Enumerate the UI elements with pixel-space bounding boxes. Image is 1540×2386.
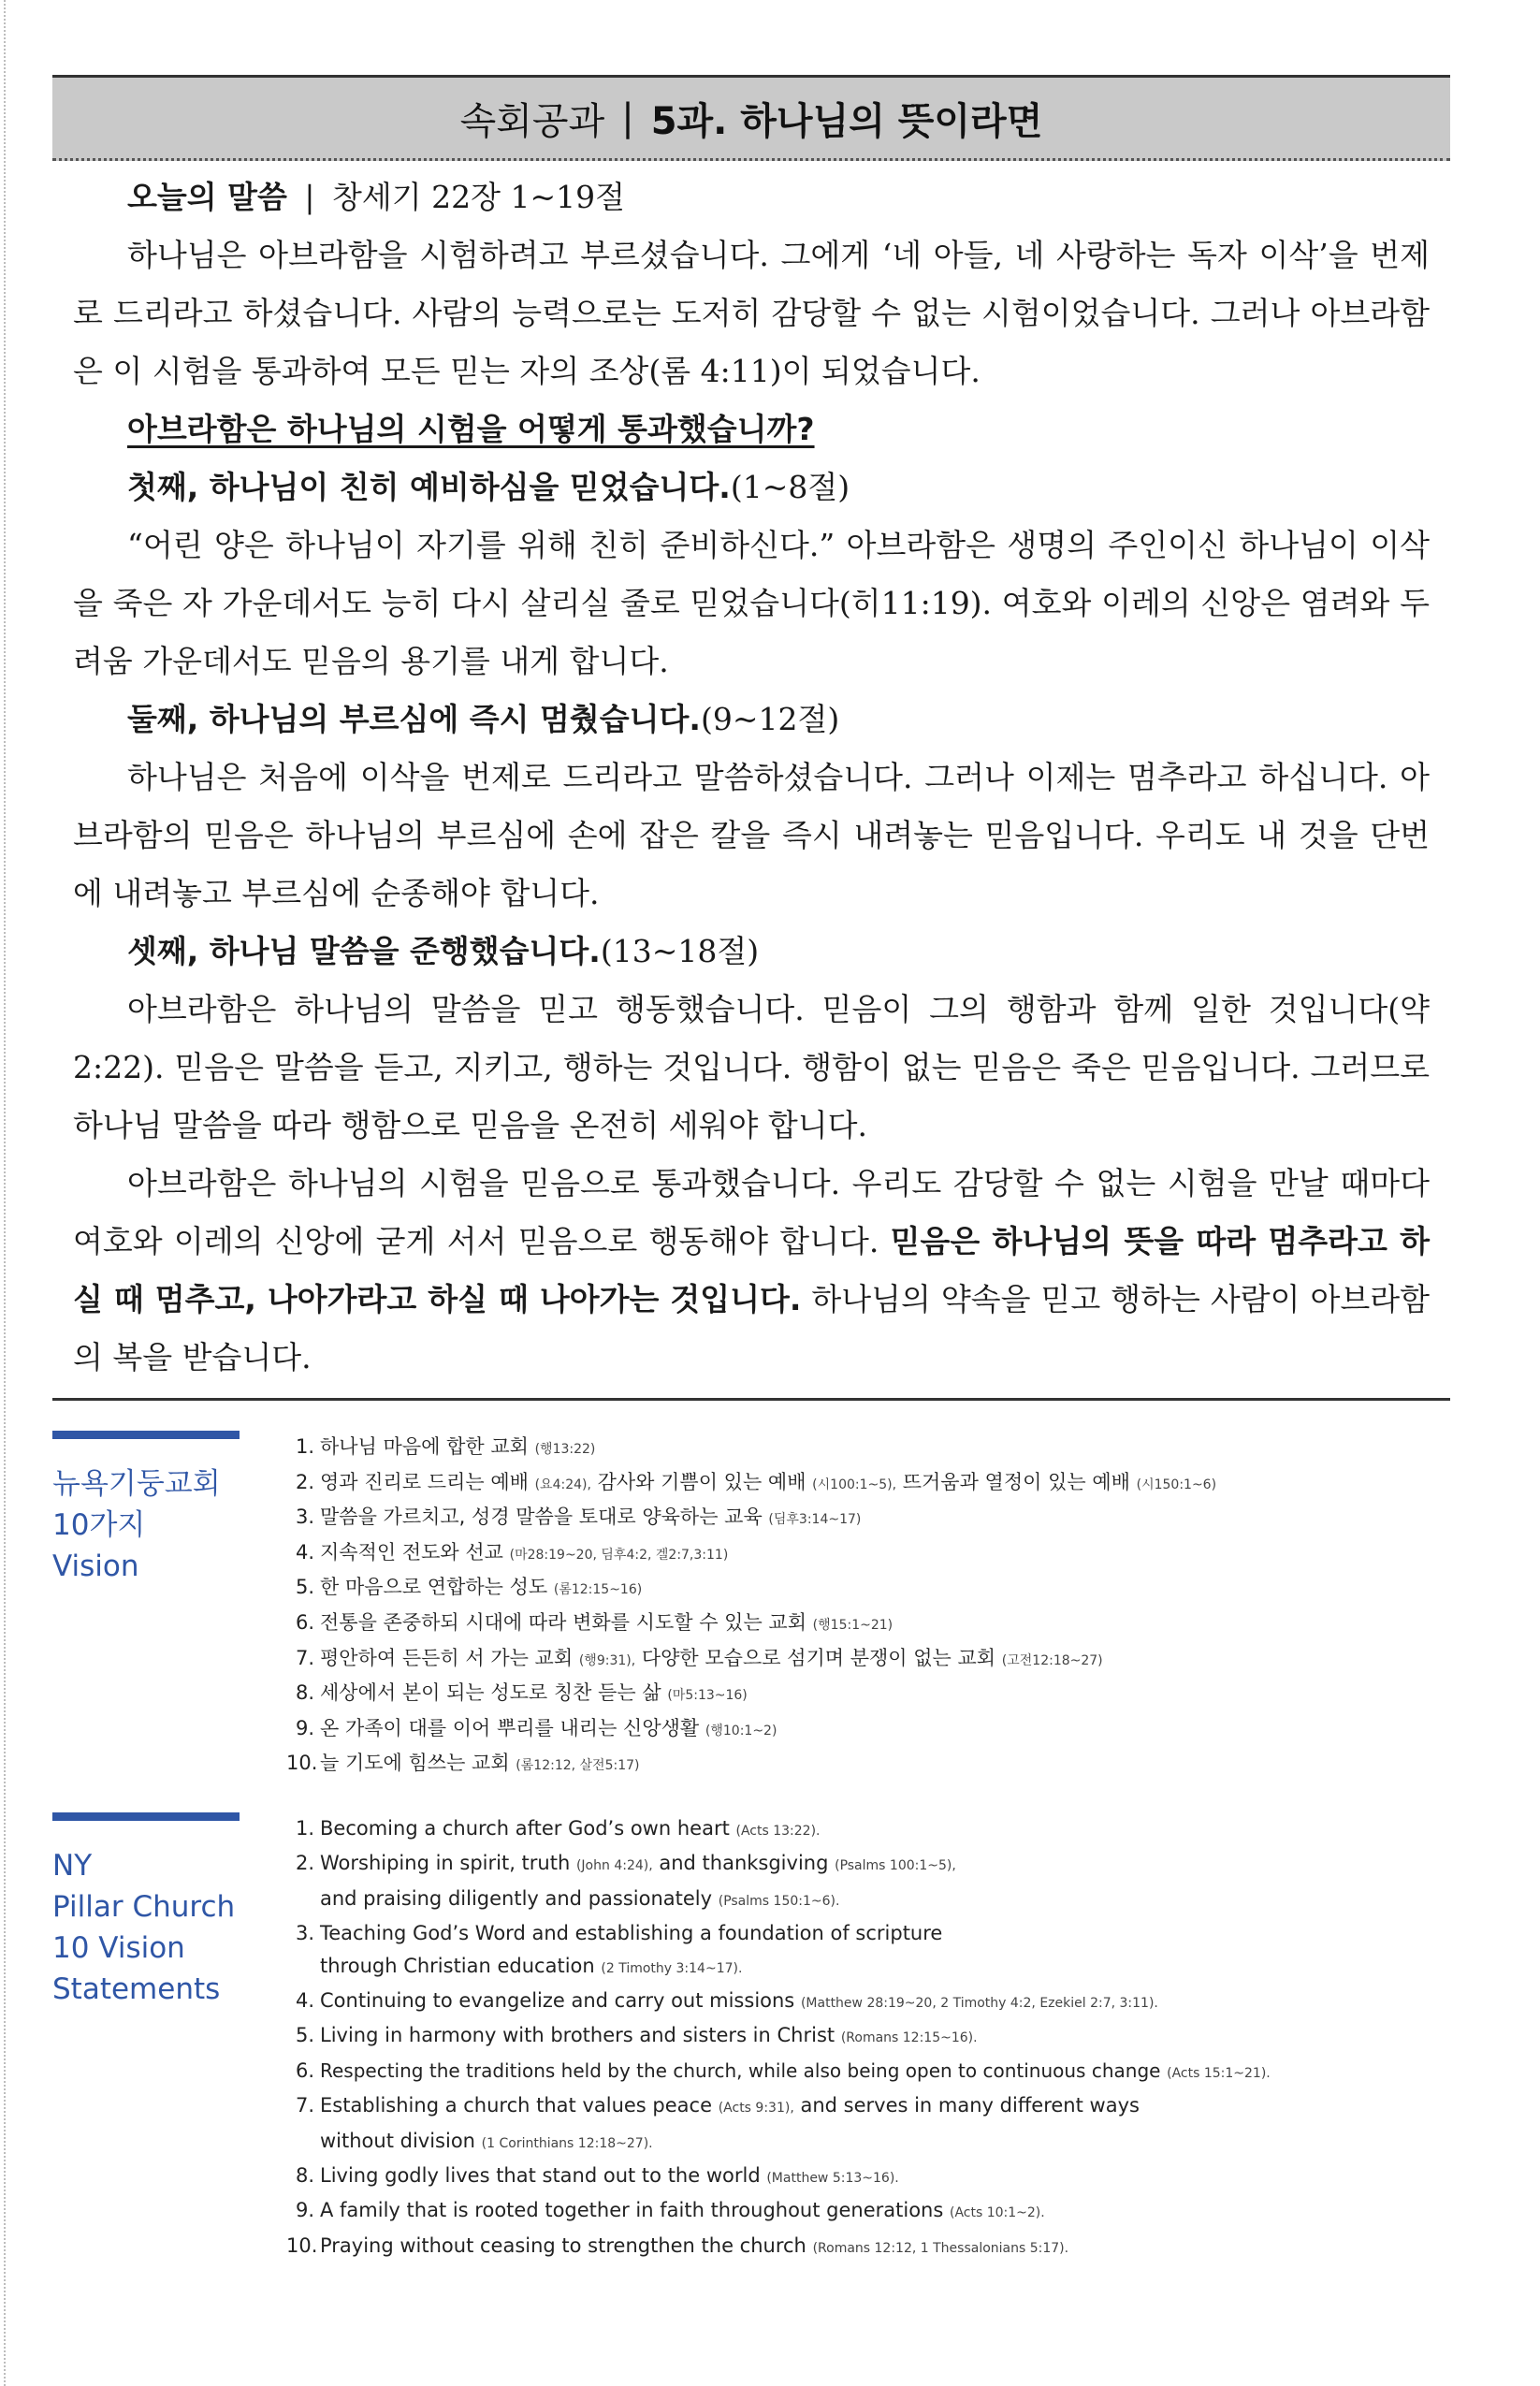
vision-english-title-line: 10 Vision [52,1930,185,1965]
item-text: Establishing a church that values peace [320,2094,713,2117]
question-line [73,400,1430,458]
item-reference: (요4:24), [534,1477,591,1492]
item-text: and thanksgiving [652,1852,835,1875]
point-1-body: “어린 양은 하나님이 자기를 위해 친히 준비하신다.” 아브라함은 생명의 주인이신 하나님이 이삭을 죽은 자 가운데서도 능히 다시 살리실 줄로 믿었습니다(히11:19). 여호와 이레의 신앙은 염려와 두려움 가운데서도 믿음의 용기를 내게 합니다. [73,527,1430,679]
item-text: Teaching God’s Word and establishing a foundation of scripture [320,1922,943,1945]
item-number: 8. [295,1681,314,1705]
list-item [286,2194,1271,2229]
item-number: 6. [295,1610,314,1634]
list-item [286,1466,1216,1502]
today-word-separator: | [304,179,315,215]
item-number: 2. [295,1852,314,1875]
item-continuation [286,1883,1271,1917]
item-number: 1. [295,1816,314,1840]
item-number: 8. [295,2164,314,2187]
item-reference: (시150:1~6) [1136,1477,1217,1492]
point-2-heading: 둘째, 하나님의 부르심에 즉시 멈췄습니다. [127,701,701,737]
vision-korean-accent-bar [52,1431,240,1439]
conclusion-text: 아브라함은 하나님의 시험을 믿음으로 통과했습니다. 우리도 감당할 수 없는 시험을 만날 때마다 여호와 이레의 신앙에 굳게 서서 믿음으로 행동해야 합니다. [73,1165,1430,1259]
point-2-heading-line [73,691,1430,749]
header-series: 속회공과 [459,99,605,143]
item-number: 2. [295,1470,314,1493]
item-reference: (행9:31), [578,1652,636,1668]
item-number: 9. [295,1716,314,1739]
item-number: 7. [295,2094,314,2117]
item-number: 4. [295,1540,314,1564]
item-text: Praying without ceasing to strengthen the church [320,2233,806,2257]
item-reference: (롬12:15~16) [553,1582,643,1598]
item-text: Becoming a church after God’s own heart [320,1816,730,1840]
item-reference: (Acts 13:22). [735,1823,821,1839]
point-3-verses: (13~18절) [600,933,760,969]
list-item [286,2019,1271,2054]
item-reference: (1 Corinthians 12:18~27). [481,2135,653,2151]
vision-korean-title-line: 10가지 [52,1508,146,1542]
item-text: 다양한 모습으로 섬기며 분쟁이 없는 교회 [635,1646,996,1669]
vision-korean-title [52,1463,286,1587]
page-edge-dotted-line [4,0,6,2386]
vision-english-list [286,1812,1271,2264]
vision-english-title-line: Pillar Church [52,1889,236,1924]
lesson-body [52,168,1450,1387]
item-number: 5. [295,1576,314,1599]
item-continuation [286,2125,1271,2160]
item-reference: (시100:1~5), [812,1477,897,1492]
item-text: 늘 기도에 힘쓰는 교회 [320,1752,510,1775]
list-item [286,1501,1216,1536]
point-1-heading: 첫째, 하나님이 친히 예비하심을 믿었습니다. [127,469,731,505]
item-text: and praising diligently and passionately [320,1886,713,1910]
item-reference: (마28:19~20, 딤후4:2, 겔2:7,3:11) [509,1547,729,1563]
item-number: 9. [295,2199,314,2222]
item-reference: (롬12:12, 살전5:17) [516,1758,640,1774]
item-reference: (Psalms 100:1~5), [835,1858,956,1874]
item-text: 평안하여 든든히 서 가는 교회 [320,1646,574,1669]
point-3-heading: 셋째, 하나님 말씀을 준행했습니다. [127,933,601,969]
lesson-header [52,78,1450,161]
item-text: Living in harmony with brothers and sisters in Christ [320,2024,835,2047]
section-divider [52,1398,1450,1401]
item-reference: (John 4:24), [575,1858,653,1874]
lesson-question: 아브라함은 하나님의 시험을 어떻게 통과했습니까? [127,411,815,447]
item-reference: (2 Timothy 3:14~17). [601,1960,743,1976]
item-text: through Christian education [320,1954,595,1977]
item-reference: (Acts 15:1~21). [1167,2065,1271,2081]
vision-english-title-line: Statements [52,1971,221,2006]
item-reference: (행15:1~21) [812,1617,893,1633]
item-text: 온 가족이 대를 이어 뿌리를 내리는 신앙생활 [320,1716,700,1739]
item-reference: (행13:22) [534,1442,596,1457]
item-reference: (Romans 12:15~16). [840,2030,978,2046]
item-text: without division [320,2129,475,2152]
list-item [286,2160,1271,2194]
vision-english-sidebar [52,1812,286,2264]
item-reference: (행10:1~2) [705,1723,777,1739]
list-item [286,2089,1271,2160]
vision-korean-section [52,1431,1450,1782]
item-reference: (Romans 12:12, 1 Thessalonians 5:17). [812,2240,1069,2256]
item-number: 5. [295,2024,314,2047]
item-text: 전통을 존중하되 시대에 따라 변화를 시도할 수 있는 교회 [320,1610,806,1634]
item-number: 6. [295,2059,314,2082]
list-item [286,1985,1271,2019]
list-item [286,1847,1271,1917]
item-text: 영과 진리로 드리는 예배 [320,1470,529,1493]
item-text: 하나님 마음에 합한 교회 [320,1435,529,1458]
conclusion-closing: 하나님의 약속을 믿고 행하는 사람이 아브라함의 복을 받습니다. [73,1281,1430,1375]
list-item [286,1747,1216,1782]
item-text: Worshiping in spirit, truth [320,1852,571,1875]
vision-korean-title-line: Vision [52,1549,139,1583]
item-text: 뜨거움과 열정이 있는 예배 [896,1470,1130,1493]
lesson-title: 5과. 하나님의 뜻이라면 [650,99,1043,143]
item-text: 세상에서 본이 되는 성도로 칭찬 듣는 삶 [320,1681,661,1705]
item-reference: (Psalms 150:1~6). [718,1893,840,1909]
list-item [286,2055,1271,2089]
item-text: Respecting the traditions held by the church, while also being open to continuous change [320,2059,1161,2082]
item-reference: (Matthew 5:13~16). [766,2171,899,2186]
item-text: Continuing to evangelize and carry out missions [320,1988,795,2012]
header-separator: | [621,96,634,139]
vision-english-title-line: NY [52,1848,93,1883]
list-item [286,1917,1271,1985]
list-item [286,1431,1216,1466]
point-3-body: 아브라함은 하나님의 말씀을 믿고 행동했습니다. 믿음이 그의 행함과 함께 일한 것입니다(약2:22). 믿음은 말씀을 듣고, 지키고, 행하는 것입니다. 행함이 없는 믿음은 죽은 믿음입니다. 그러므로 하나님 말씀을 따라 행함으로 믿음을 온전히 세워야 합니다. [73,991,1430,1143]
vision-english-section [52,1812,1450,2264]
vision-korean-list [286,1431,1216,1782]
today-word-line [73,168,1430,226]
vision-korean-sidebar [52,1431,286,1782]
item-number: 1. [295,1435,314,1458]
item-number: 3. [295,1506,314,1529]
list-item [286,1571,1216,1607]
item-number: 10. [286,2233,318,2257]
list-item [286,1642,1216,1678]
item-text: 감사와 기쁨이 있는 예배 [590,1470,806,1493]
item-number: 10. [286,1752,318,1775]
conclusion-emphasis: 믿음은 하나님의 뜻을 따라 멈추라고 하실 때 멈추고, 나아가라고 하실 때 나아가는 것입니다. [73,1223,1431,1317]
vision-korean-title-line: 뉴욕기둥교회 [52,1467,221,1501]
list-item [286,1607,1216,1642]
item-continuation [286,1950,1271,1985]
item-reference: (Acts 9:31), [718,2101,794,2117]
intro-paragraph: 하나님은 아브라함을 시험하려고 부르셨습니다. 그에게 ‘네 아들, 네 사랑하는 독자 이삭’을 번제로 드리라고 하셨습니다. 사람의 능력으로는 도저히 감당할 수 없는 시험이었습니다. 그러나 아브라함은 이 시험을 통과하여 모든 믿는 자의 조상(롬 4:11)이 되었습니다. [73,237,1430,389]
list-item [286,1812,1271,1847]
conclusion-paragraph [73,1155,1430,1387]
point-1-heading-line [73,458,1430,516]
today-word-reference: 창세기 22장 1~19절 [332,179,626,215]
vision-english-title [52,1845,286,2010]
list-item [286,1536,1216,1572]
point-3-heading-line [73,923,1430,981]
item-number: 4. [295,1988,314,2012]
item-text: 지속적인 전도와 선교 [320,1540,503,1564]
item-text: A family that is rooted together in faith throughout generations [320,2199,944,2222]
point-1-verses: (1~8절) [730,469,850,505]
point-2-verses: (9~12절) [700,701,840,737]
list-item [286,2230,1271,2264]
item-reference: (딤후3:14~17) [768,1512,862,1528]
vision-english-accent-bar [52,1812,240,1821]
item-reference: (Matthew 28:19~20, 2 Timothy 4:2, Ezekiel 2:7, 3:11). [800,1995,1158,2011]
list-item [286,1712,1216,1748]
list-item [286,1677,1216,1712]
item-reference: (Acts 10:1~2). [950,2205,1045,2221]
lesson-sheet [52,75,1450,2264]
item-reference: (마5:13~16) [667,1688,748,1704]
today-word-label: 오늘의 말씀 [127,179,287,215]
item-number: 7. [295,1646,314,1669]
item-reference: (고전12:18~27) [1001,1652,1103,1668]
item-text: 한 마음으로 연합하는 성도 [320,1576,548,1599]
item-text: 말씀을 가르치고, 성경 말씀을 토대로 양육하는 교육 [320,1506,763,1529]
item-text: and serves in many different ways [793,2094,1140,2117]
item-text: Living godly lives that stand out to the world [320,2164,761,2187]
point-2-body: 하나님은 처음에 이삭을 번제로 드리라고 말씀하셨습니다. 그러나 이제는 멈추라고 하십니다. 아브라함의 믿음은 하나님의 부르심에 손에 잡은 칼을 즉시 내려놓는 믿음입니다. 우리도 내 것을 단번에 내려놓고 부르심에 순종해야 합니다. [73,759,1430,911]
item-number: 3. [295,1922,314,1945]
